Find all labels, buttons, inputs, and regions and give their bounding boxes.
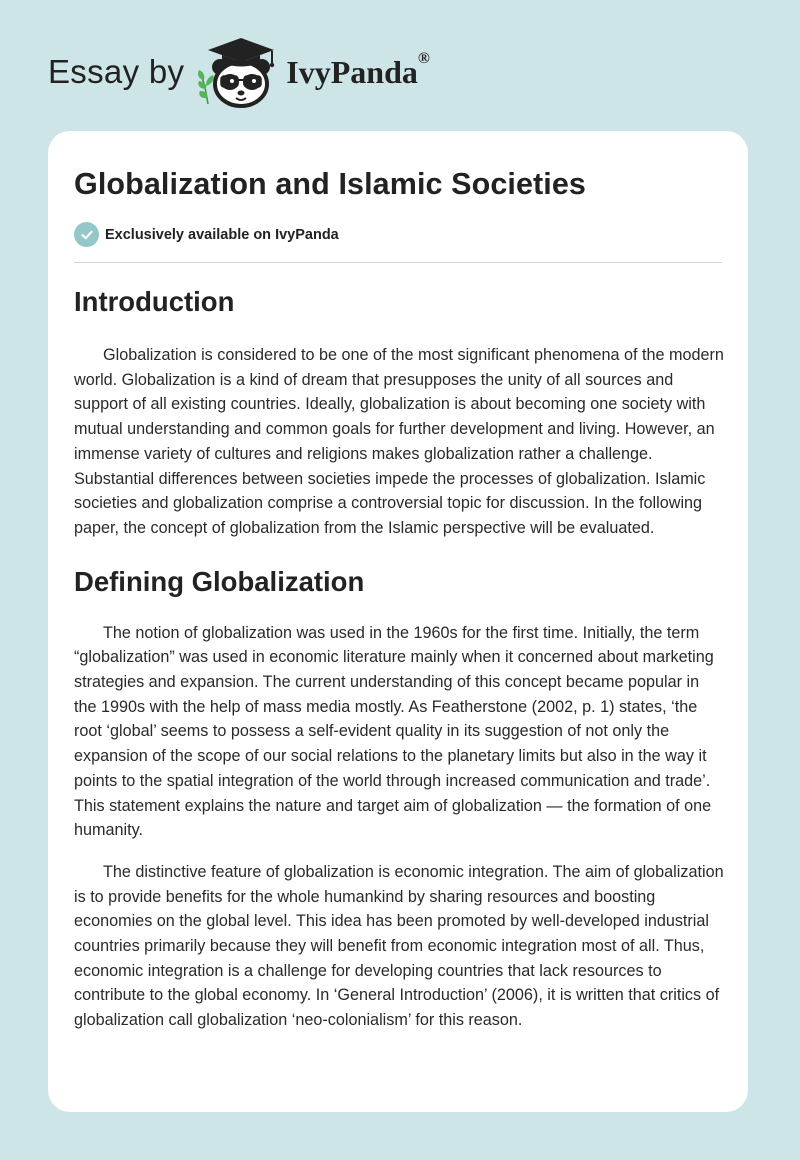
brand-name[interactable] (286, 49, 430, 91)
panda-logo-icon[interactable] (196, 34, 288, 110)
check-circle-icon (74, 222, 99, 247)
paragraph: The distinctive feature of globalization is economic integration. The aim of globalization is to provide benefits for the whole humankind by sharing resources and boosting economies on the global level. This idea has been promoted by well-developed industrial countries primarily because they will benefit from economic integration most of all. Thus, economic integration is a challenge for developing countries that lack resources to contribute to the global economy. In ‘General Introduction’ (2006), it is written that critics of globalization call globalization ‘neo-colonialism’ for this reason. (74, 862, 724, 1030)
essay-by-label: Essay by (48, 53, 185, 90)
divider (74, 262, 722, 263)
section-heading-defining-globalization: Defining Globalization (74, 565, 365, 597)
essay-body (74, 283, 724, 1033)
essay-card (48, 131, 748, 1112)
badge-label: Exclusively available on IvyPanda (105, 226, 339, 243)
paragraph: The notion of globalization was used in the 1960s for the first time. Initially, the term “globalization” was used in economic literature mainly when it concerned about marketing strategies and expansion. The current understanding of this concept became popular in the 1990s with the help of mass media mostly. As Featherstone (2002, p. 1) states, ‘the root ‘global’ seems to possess a self-evident quality in its suggestion of not only the expansion of the scope of our social relations to the planetary limits but also in the way it points to the spatial integration of the world through increased communication and trade’. This statement explains the nature and target aim of globalization — the formation of one humanity. (74, 623, 714, 840)
registered-mark: ® (417, 49, 430, 67)
section-heading-introduction: Introduction (74, 286, 235, 317)
page-title: Globalization and Islamic Societies (74, 167, 586, 201)
site-header (48, 34, 430, 110)
exclusive-badge (74, 222, 339, 247)
brand-name-text: IvyPanda (286, 53, 418, 90)
paragraph: Globalization is considered to be one of the most significant phenomena of the modern world. Globalization is a kind of dream that presupposes the unity of all sources and support of all existing countries. Ideally, globalization is about becoming one society with mutual understanding and common goals for further development and living. However, an immense variety of cultures and religions makes globalization rather a challenge. Substantial differences between societies impede the processes of globalization. Islamic societies and globalization comprise a controversial topic for discussion. In the following paper, the concept of globalization from the Islamic perspective will be evaluated. (74, 346, 724, 537)
